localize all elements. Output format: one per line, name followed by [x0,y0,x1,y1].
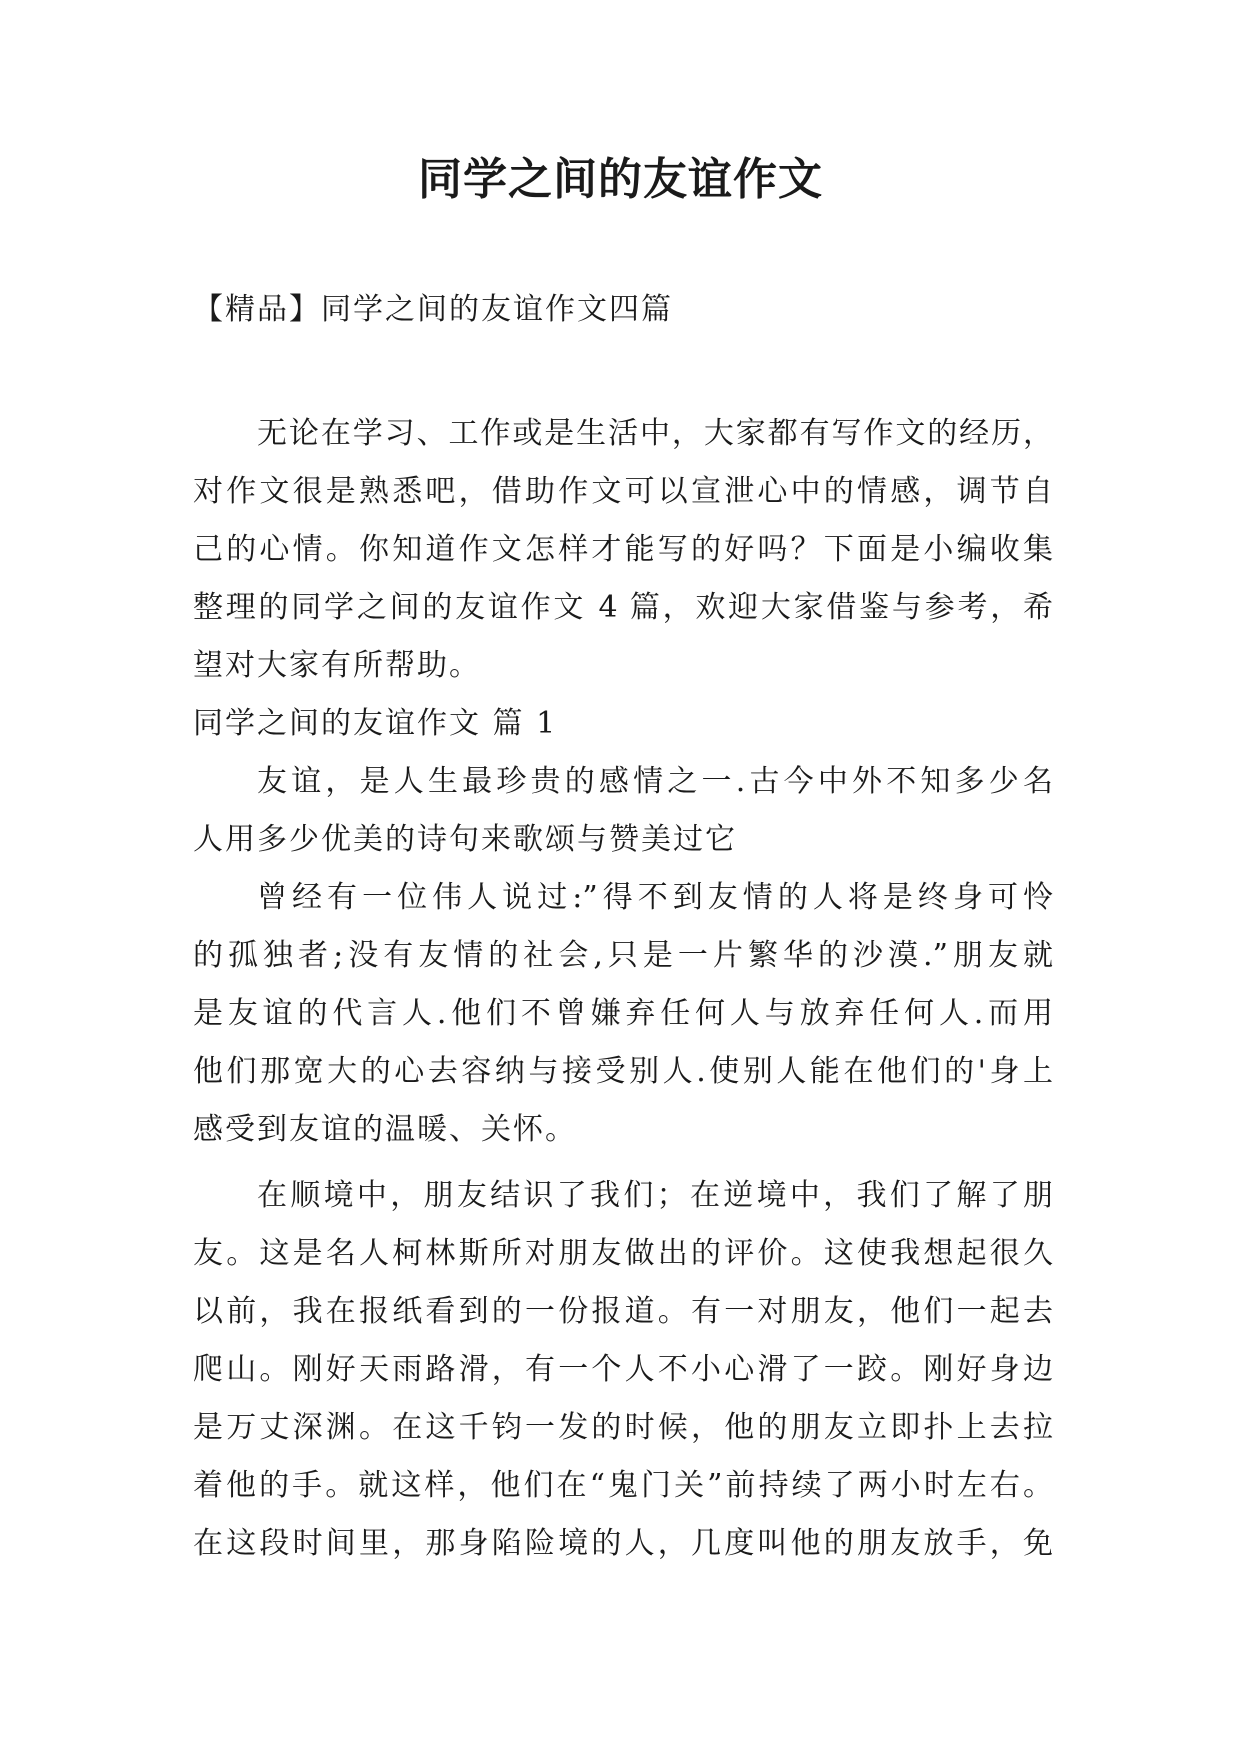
paragraph-line: 在这段时间里，那身陷险境的人，几度叫他的朋友放手，免 [193,1526,1053,1561]
document-title: 同学之间的友谊作文 [418,154,823,205]
paragraph-line: 的孤独者;没有友情的社会,只是一片繁华的沙漠.”朋友就 [193,938,1053,973]
paragraph-line: 对作文很是熟悉吧，借助作文可以宣泄心中的情感，调节自 [193,474,1053,509]
paragraph-line: 望对大家有所帮助。 [193,648,481,683]
paragraph-line: 友。这是名人柯林斯所对朋友做出的评价。这使我想起很久 [193,1236,1053,1271]
paragraph-line: 爬山。刚好天雨路滑，有一个人不小心滑了一跤。刚好身边 [193,1352,1053,1387]
paragraph-line: 人用多少优美的诗句来歌颂与赞美过它 [193,822,737,857]
section-heading: 同学之间的友谊作文 篇 1 [193,706,558,741]
document-subtitle: 【精品】同学之间的友谊作文四篇 [193,292,673,327]
paragraph-line: 友谊，是人生最珍贵的感情之一.古今中外不知多少名 [257,764,1053,799]
paragraph-gap [193,1159,1053,1167]
paragraph-line: 无论在学习、工作或是生活中，大家都有写作文的经历， [257,416,1053,451]
paragraph-line: 己的心情。你知道作文怎样才能写的好吗？下面是小编收集 [193,532,1053,567]
paragraph-line: 整理的同学之间的友谊作文 4 篇，欢迎大家借鉴与参考，希 [193,590,1053,625]
paragraph-line: 他们那宽大的心去容纳与接受别人.使别人能在他们的'身上 [193,1054,1053,1089]
paragraph-line: 在顺境中，朋友结识了我们；在逆境中，我们了解了朋 [257,1178,1053,1213]
paragraph-line: 着他的手。就这样，他们在“鬼门关”前持续了两小时左右。 [193,1468,1053,1503]
paragraph-line: 感受到友谊的温暖、关怀。 [193,1112,577,1147]
paragraph-line: 以前，我在报纸看到的一份报道。有一对朋友，他们一起去 [193,1294,1053,1329]
document-body [193,405,1053,1573]
paragraph-line: 是万丈深渊。在这千钧一发的时候，他的朋友立即扑上去拉 [193,1410,1053,1445]
paragraph-line: 是友谊的代言人.他们不曾嫌弃任何人与放弃任何人.而用 [193,996,1053,1031]
paragraph-line: 曾经有一位伟人说过:”得不到友情的人将是终身可怜 [257,880,1053,915]
